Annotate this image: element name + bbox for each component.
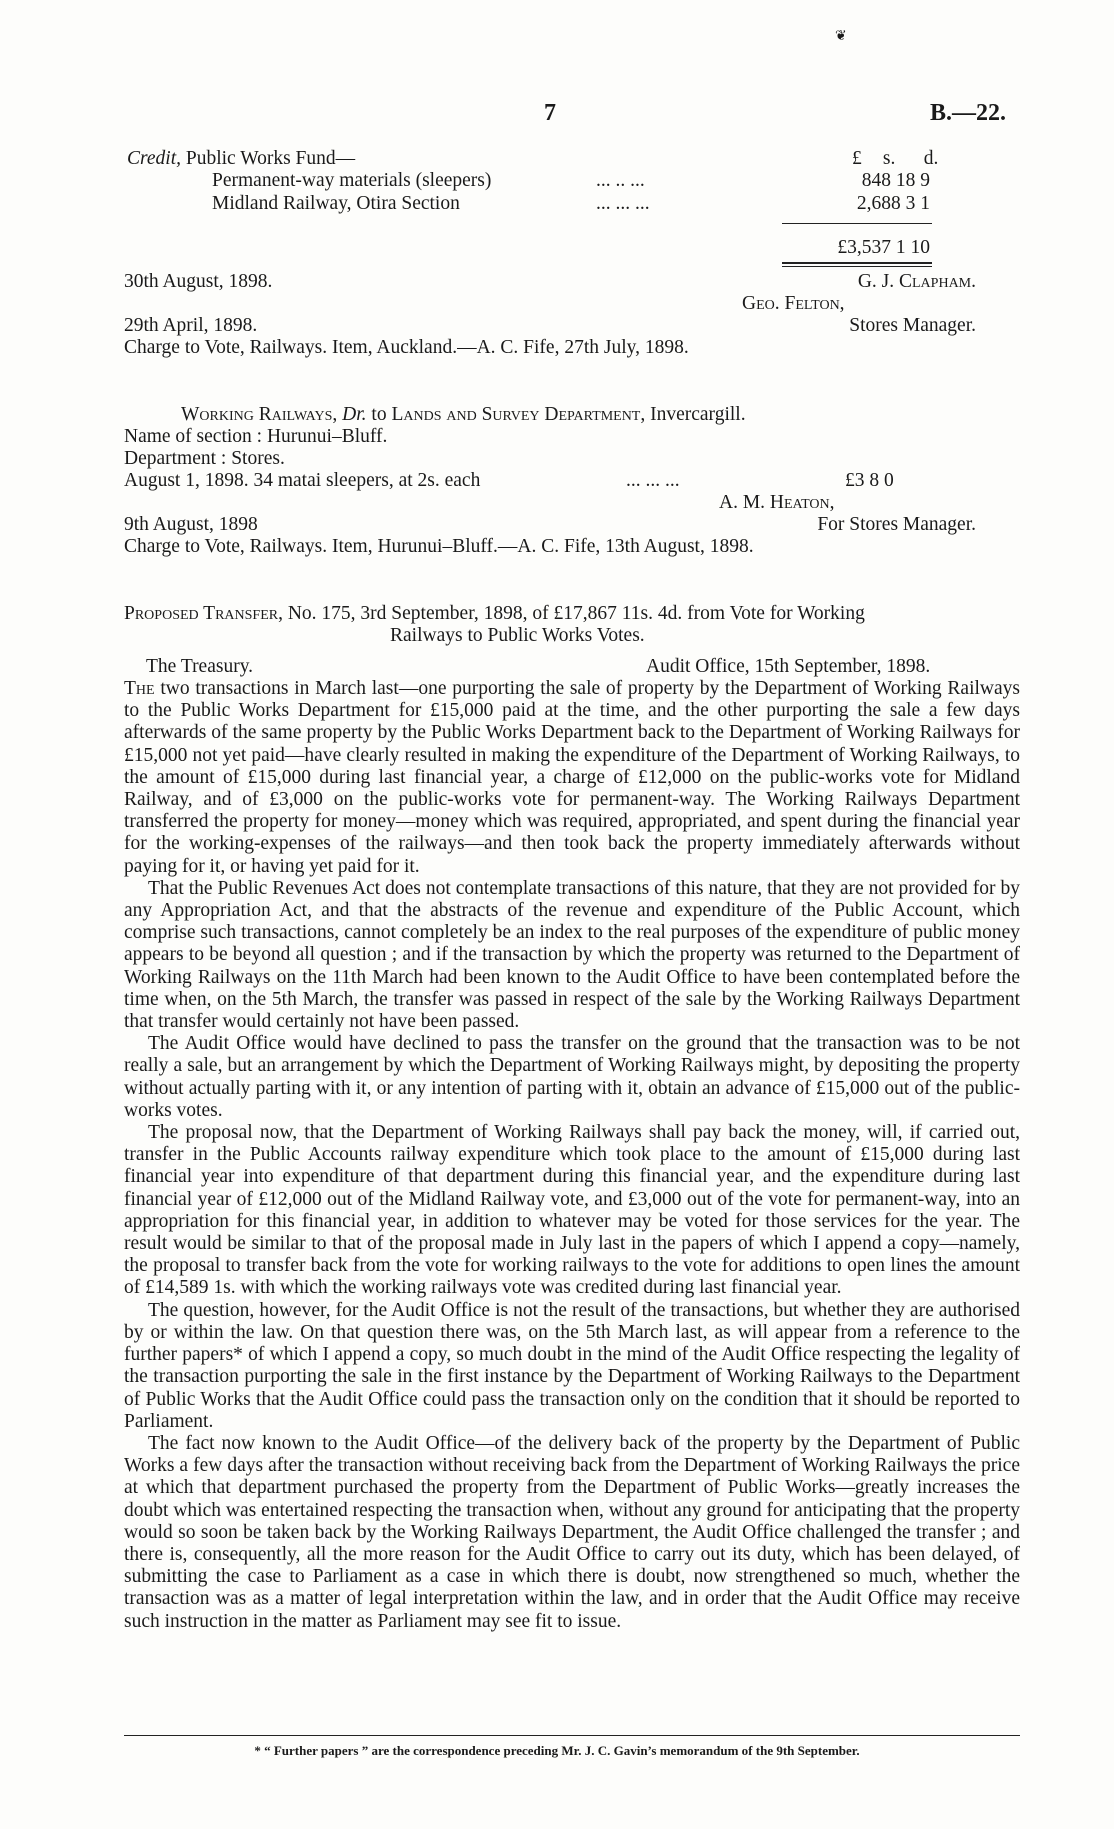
currency-header [852,148,938,170]
transfer-paragraph: That the Public Revenues Act does not contemplate transactions of this nature, that they are not provided for by any Appropriation Act, and that the abstracts of the revenue and expenditure of the Public Account, which comprise such transactions, cannot completely be an index to the real purposes of the expenditure of public money appears to be beyond all question ; and if the transaction by which the property was returned to the Department of Working Railways on the 11th March had been known to the Audit Office to have been contemplated before the time when, on the 5th March, the transfer was passed in respect of the sale by the Working Railways Department that transfer would certainly not have been passed. [124,877,1020,1033]
currency-shillings: s. [882,148,896,169]
working-title-d: Invercargill. [650,404,746,425]
transfer-paragraph: The Audit Office would have declined to pass the transfer on the ground that the transaction was to be not really a sale, but an arrangement by which the Department of Working Railways might, by depositing the property without actually parting with it, or any intention of parting with it, obtain an advance of £15,000 out of the public-works votes. [124,1033,1020,1121]
working-title-b: to [371,404,387,425]
credit-total: £3,537 1 10 [837,237,930,258]
credit-item-dots: ... ... ... [596,193,650,214]
working-railways-title [181,404,746,426]
working-title-a: Working Railways, [181,404,338,425]
working-date: 9th August, 1898 [124,514,258,535]
credit-item-label: Permanent-way materials (sleepers) [212,170,492,191]
credit-signature-1: G. J. Clapham. [857,271,976,292]
credit-item-amount: 2,688 3 1 [856,193,930,214]
credit-date-2: 29th April, 1898. [124,315,258,336]
credit-charge-line: Charge to Vote, Railways. Item, Auckland.—A. C. Fife, 27th July, 1898. [124,337,689,358]
working-item-dots: ... ... ... [626,470,680,491]
currency-pound: £ [852,148,862,169]
transfer-heading-rest: No. 175, 3rd September, 1898, of £17,867 11s. 4d. from Vote for Working [287,603,865,624]
page-number: 7 [544,100,556,126]
working-title-dr: Dr. [342,404,367,425]
credit-title [127,148,355,170]
transfer-heading-sc: Proposed Transfer, [124,603,283,624]
subtotal-rule [782,223,932,224]
credit-item-dots: ... .. ... [596,170,645,191]
credit-item-amount: 848 18 9 [861,170,930,191]
ink-mark: ❦ [835,29,847,44]
paragraph-text: two transactions in March last—one purporting the sale of property by the Department of Working Railways to the Public Works Department for £15,000 paid at the time, and the other purporting the sale a few days afterwards of the same property by the Public Works Department back to the Department of Working Railways for £15,000 not yet paid—have clearly resulted in making the expenditure of the Department of Working Railways, to the amount of £15,000 during last financial year, a charge of £12,000 on the public-works vote for Midland Railway, and of £3,000 on the public-works vote for permanent-way. The Working Railways Department transferred the property for money—money which was required, appropriated, and spent during the financial year for the working-expenses of the railways—and then took back the property immediately afterwards without paying for it, or having yet paid for it. [124,678,1020,877]
working-item-line: August 1, 1898. 34 matai sleepers, at 2s. each [124,470,481,491]
credit-signature-2: Geo. Felton, [742,293,845,314]
currency-pence: d. [923,148,939,169]
working-title-c: Lands and Survey Department, [391,404,646,425]
transfer-heading [124,603,865,625]
paragraph-lead: The [124,678,155,699]
transfer-from: Audit Office, 15th September, 1898. [646,656,931,677]
footnote-rule [124,1735,1020,1736]
credit-signature-2-title: Stores Manager. [849,315,976,336]
credit-title-italic: Credit, [127,148,181,169]
total-rule-2 [782,266,932,267]
working-item-amount: £3 8 0 [845,470,894,491]
document-reference: B.—22. [930,100,1007,126]
working-charge-line: Charge to Vote, Railways. Item, Hurunui–Bluff.—A. C. Fife, 13th August, 1898. [124,536,754,557]
working-department: Department : Stores. [124,448,285,469]
transfer-addressee: The Treasury. [146,656,254,677]
credit-date-1: 30th August, 1898. [124,271,273,292]
transfer-paragraph: The fact now known to the Audit Office—of the delivery back of the property by the Department of Public Works a few days after the transaction without receiving back from the Department of Working Railways the price at which that department purchased the property from the Department of Public Works—greatly increases the doubt which was entertained respecting the transaction when, without any ground for anticipating that the property would so soon be taken back by the Working Railways Department, the Audit Office challenged the transfer ; and there is, consequently, all the more reason for the Audit Office to carry out its duty, which has been delayed, of submitting the case to Parliament as a case in which there is doubt, now strengthened so much, whether the transaction was as a matter of legal interpretation within the law, and in order that the Audit Office may receive such instruction in the matter as Parliament may see fit to issue. [124,1432,1020,1632]
transfer-body [124,678,1020,1633]
transfer-paragraph: The proposal now, that the Department of Working Railways shall pay back the money, will, if carried out, transfer in the Public Accounts railway expenditure which took place to the amount of £15,000 during last financial year into expenditure of that department during this financial year, and the expenditure during last financial year of £12,000 out of the Midland Railway vote, and £3,000 out of the vote for permanent-way, into an appropriation for this financial year, in addition to whatever may be voted for those services for the year. The result would be similar to that of the proposal made in July last in the papers of which I append a copy—namely, the proposal to transfer back from the vote for working railways to the vote for additions to open lines the amount of £14,589 1s. with which the working railways vote was credited during last financial year. [124,1122,1020,1299]
credit-title-rest: Public Works Fund— [185,148,356,169]
credit-item-label: Midland Railway, Otira Section [212,193,460,214]
working-signature-title: For Stores Manager. [817,514,976,535]
transfer-paragraph: The question, however, for the Audit Office is not the result of the transactions, but whether they are authorised by or within the law. On that question there was, on the 5th March last, as will appear from a reference to the further papers* of which I append a copy, so much doubt in the mind of the Audit Office respecting the legality of the transaction purporting the sale in the first instance by the Department of Working Railways to the Department of Public Works that the Audit Office could pass the transaction only on the condition that it should be reported to Parliament. [124,1299,1020,1432]
working-signature: A. M. Heaton, [719,492,835,513]
total-rule [782,262,932,264]
footnote: * “ Further papers ” are the correspondence preceding Mr. J. C. Gavin’s memorandum of the 9th September. [254,1743,860,1758]
transfer-heading-line2: Railways to Public Works Votes. [390,625,645,646]
transfer-paragraph [124,678,1020,878]
working-section: Name of section : Hurunui–Bluff. [124,426,388,447]
